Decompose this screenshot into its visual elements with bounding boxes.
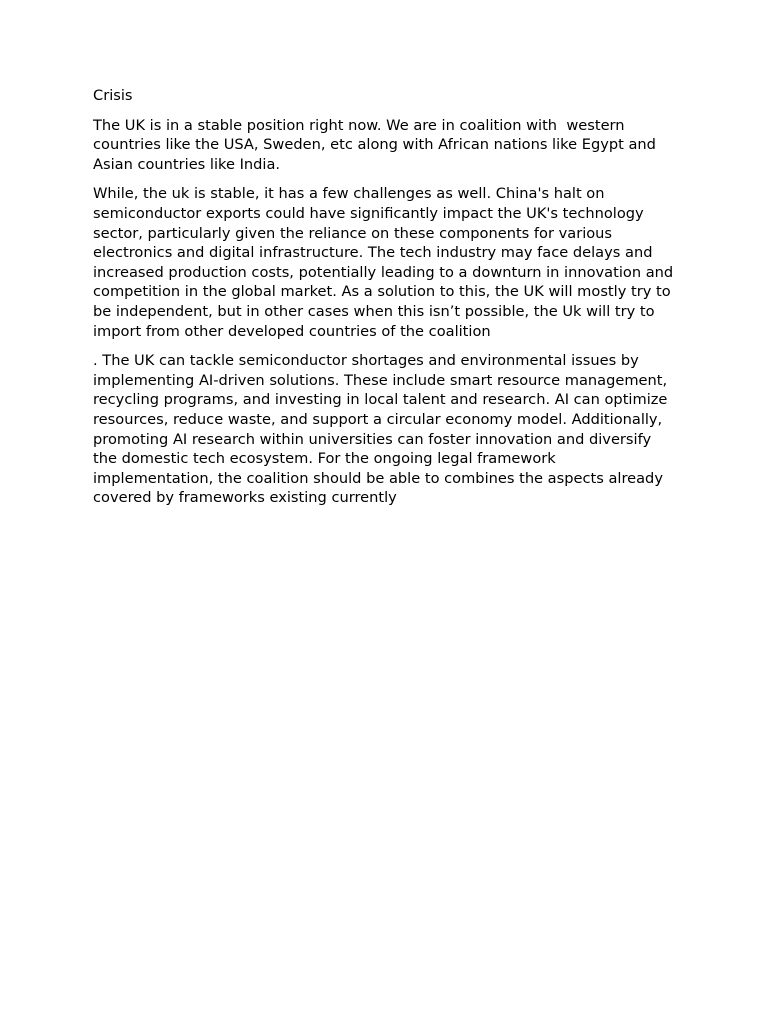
paragraph-coalition: The UK is in a stable position right now. We are in coalition with western countries like the USA, Sweden, etc along with African nations like Egypt and Asian countries like India. bbox=[93, 116, 661, 173]
document-body bbox=[93, 86, 676, 518]
document-heading: Crisis bbox=[93, 87, 133, 104]
paragraph-challenges: While, the uk is stable, it has a few challenges as well. China's halt on semiconductor exports could have significantly impact the UK's technology sector, particularly given the reliance on these components for various electronics and digital infrastructure. The tech industry may face delays and increased production costs, potentially leading to a downturn in innovation and competition in the global market. As a solution to this, the UK will mostly try to be independent, but in other cases when this isn’t possible, the Uk will try to import from other developed countries of the coalition bbox=[93, 185, 678, 340]
paragraph-solutions: . The UK can tackle semiconductor shortages and environmental issues by implementing AI-driven solutions. These include smart resource management, recycling programs, and investing in local talent and research. AI can optimize resources, reduce waste, and support a circular economy model. Additionally, promoting AI research within universities can foster innovation and diversify the domestic tech ecosystem. For the ongoing legal framework implementation, the coalition should be able to combines the aspects already covered by frameworks existing currently bbox=[93, 352, 673, 507]
